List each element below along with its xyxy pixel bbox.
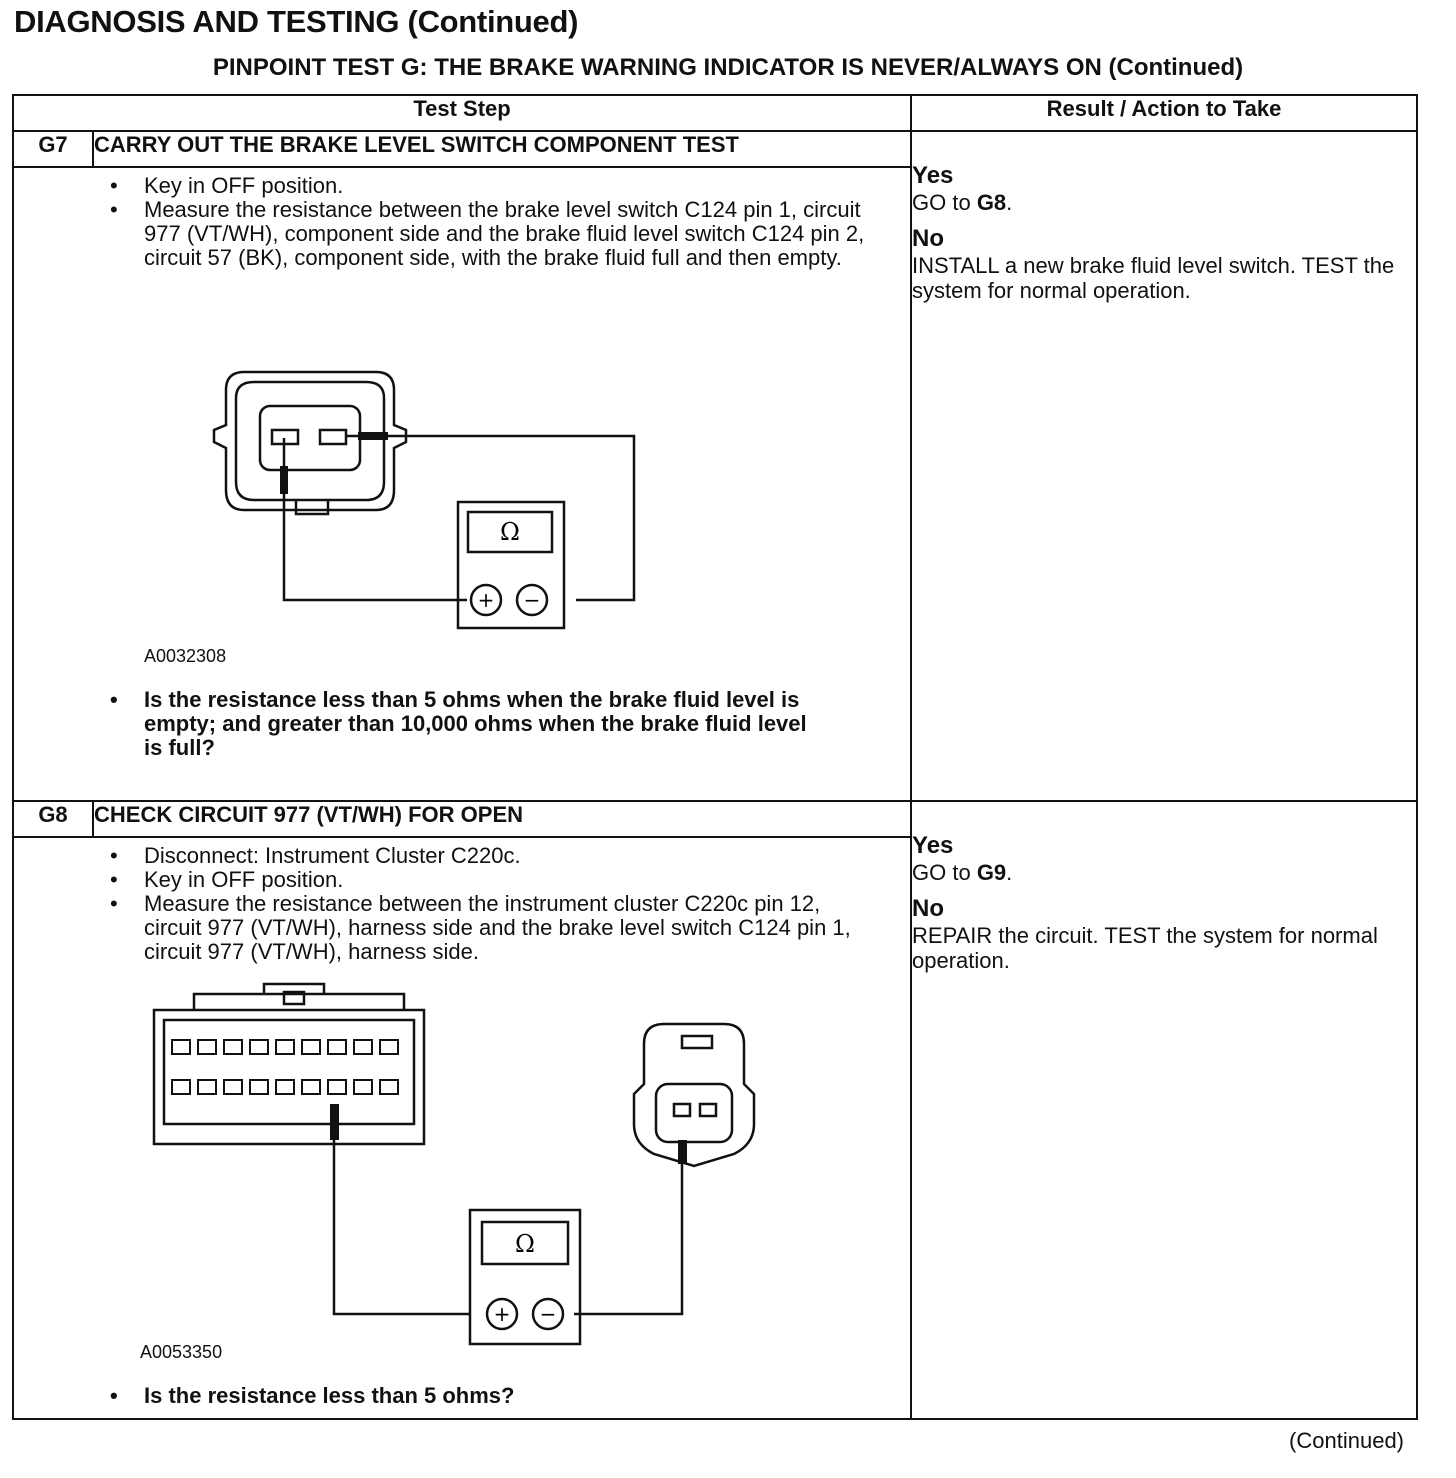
brake-switch-meter-diagram bbox=[14, 270, 914, 688]
cluster-pin-rows bbox=[172, 1040, 398, 1094]
minus-sign: − bbox=[539, 1302, 557, 1326]
yes-label-g7: Yes bbox=[912, 162, 954, 189]
ohm-symbol: Ω bbox=[515, 1230, 535, 1258]
no-action-g8: REPAIR the circuit. TEST the system for normal operation. bbox=[912, 923, 1378, 973]
header-result-action: Result / Action to Take bbox=[911, 95, 1417, 131]
instruction-item: • Key in OFF position. bbox=[144, 868, 910, 892]
figure-g7 bbox=[14, 270, 910, 688]
no-label-g8: No bbox=[912, 895, 945, 922]
result-g7 bbox=[911, 131, 1417, 801]
figure-id-g7: A0032308 bbox=[144, 646, 227, 666]
header-test-step: Test Step bbox=[13, 95, 911, 131]
probe-negative bbox=[358, 432, 388, 440]
ohm-symbol: Ω bbox=[500, 518, 520, 546]
connector-key bbox=[296, 500, 328, 514]
cluster-connector-inner bbox=[164, 1020, 414, 1124]
step-body-g7 bbox=[13, 167, 911, 801]
probe-positive bbox=[280, 466, 288, 494]
figure-g8 bbox=[14, 964, 910, 1384]
continued-note: (Continued) bbox=[1289, 1428, 1404, 1453]
pin-2 bbox=[320, 430, 346, 444]
switch-connector-latch bbox=[682, 1036, 712, 1048]
page-title: DIAGNOSIS AND TESTING (Continued) bbox=[14, 4, 579, 39]
yes-label-g8: Yes bbox=[912, 832, 954, 859]
wire-positive bbox=[334, 1134, 470, 1314]
instruction-list-g8 bbox=[14, 844, 910, 964]
step-title-g8: CHECK CIRCUIT 977 (VT/WH) FOR OPEN bbox=[93, 801, 911, 837]
no-action-g7: INSTALL a new brake fluid level switch. TEST the system for normal operation. bbox=[912, 253, 1395, 303]
goto-link-g9[interactable]: G9 bbox=[976, 860, 1007, 885]
plus-sign: + bbox=[477, 588, 495, 612]
switch-connector-cavity bbox=[656, 1084, 732, 1142]
no-label-g7: No bbox=[912, 225, 945, 252]
pinpoint-test-table bbox=[12, 94, 1418, 1420]
pinpoint-test-title: PINPOINT TEST G: THE BRAKE WARNING INDICATOR IS NEVER/ALWAYS ON (Continued) bbox=[212, 54, 1244, 81]
question-list-g7 bbox=[14, 688, 910, 760]
cluster-switch-meter-diagram bbox=[14, 964, 914, 1384]
figure-id-g8: A0053350 bbox=[140, 1342, 223, 1362]
minus-sign: − bbox=[523, 588, 541, 612]
instruction-item: • Key in OFF position. bbox=[144, 174, 910, 198]
goto-link-g8[interactable]: G8 bbox=[976, 190, 1007, 215]
instruction-list-g7 bbox=[14, 174, 910, 270]
yes-action-g7: GO to G8. bbox=[912, 190, 1013, 215]
step-id-g7: G7 bbox=[13, 131, 93, 167]
step-id-g8: G8 bbox=[13, 801, 93, 837]
wire-negative bbox=[346, 436, 634, 600]
question-g7: • Is the resistance less than 5 ohms when the brake fluid level is empty; and greater than 10,000 ohms when the brake fluid level is full? bbox=[144, 688, 910, 760]
instruction-item: • Measure the resistance between the instrument cluster C220c pin 12, circuit 977 (VT/WH), harness side and the brake level switch C124 pin 1, circuit 977 (VT/WH), harness side. bbox=[144, 892, 910, 964]
instruction-item: • Measure the resistance between the brake level switch C124 pin 1, circuit 977 (VT/WH), component side and the brake fluid level switch C124 pin 2, circuit 57 (BK), component side, with the brake fluid full and then empty. bbox=[144, 198, 910, 270]
switch-connector-body bbox=[634, 1024, 754, 1166]
plus-sign: + bbox=[493, 1302, 511, 1326]
switch-pin-2 bbox=[700, 1104, 716, 1116]
probe-negative bbox=[678, 1140, 687, 1164]
result-g8 bbox=[911, 801, 1417, 1419]
step-body-g8 bbox=[13, 837, 911, 1419]
step-title-g7: CARRY OUT THE BRAKE LEVEL SWITCH COMPONENT TEST bbox=[93, 131, 911, 167]
cluster-connector-top bbox=[194, 994, 404, 1010]
question-g8: • Is the resistance less than 5 ohms? bbox=[144, 1384, 910, 1408]
wire-positive bbox=[284, 438, 467, 600]
yes-action-g8: GO to G9. bbox=[912, 860, 1013, 885]
connector-outline bbox=[236, 382, 384, 500]
switch-pin-1 bbox=[674, 1104, 690, 1116]
wire-negative bbox=[574, 1144, 682, 1314]
question-list-g8 bbox=[14, 1384, 910, 1408]
probe-positive bbox=[330, 1104, 339, 1140]
connector-body bbox=[214, 372, 406, 510]
instruction-item: • Disconnect: Instrument Cluster C220c. bbox=[144, 844, 910, 868]
